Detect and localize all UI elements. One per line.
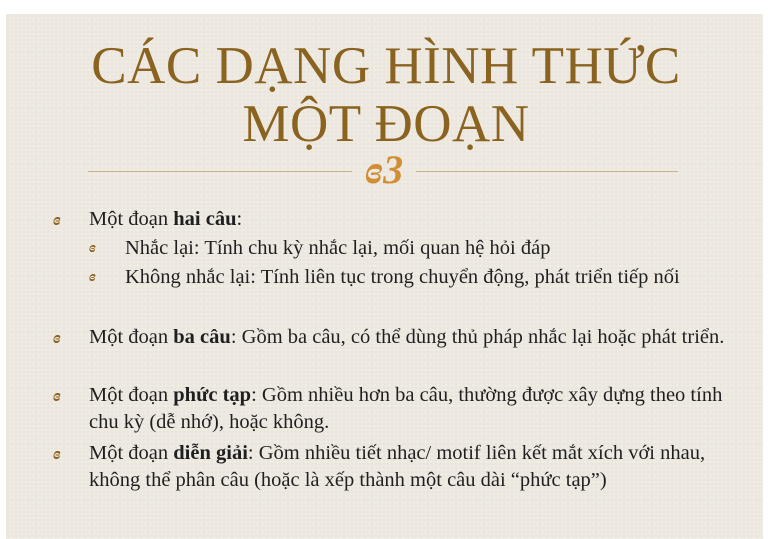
slide-title [46, 37, 726, 153]
item-text: : Gồm nhiều tiết nhạc/ motif liên kết mắt xích với nhau, không thể phân câu (hoặc là xếp thành một câu dài “phức tạp”) [89, 442, 706, 491]
item-text: : [236, 208, 243, 230]
bullet-icon: ɞ [89, 240, 96, 256]
item-text: : Gồm nhiều hơn ba câu, thường được xây dựng theo tính chu kỳ (dễ nhớ), hoặc không. [89, 384, 723, 433]
title-divider-left [88, 171, 352, 172]
item-prefix: Một đoạn [89, 326, 174, 348]
sub-list-item [6, 264, 763, 291]
bullet-icon: ɞ [53, 386, 61, 405]
item-prefix: Một đoạn [89, 384, 174, 406]
bullet-icon: ɞ [53, 210, 61, 229]
list-item [6, 440, 763, 494]
item-keyword: hai câu [173, 208, 237, 230]
sub-list-item [6, 235, 763, 262]
list-item [6, 324, 763, 351]
sub-item-text: Không nhắc lại: Tính liên tục trong chuyển động, phát triển tiếp nối [125, 266, 680, 288]
title-line-2: MỘT ĐOẠN [242, 95, 530, 153]
slide [6, 14, 763, 539]
title-divider-right [416, 171, 678, 172]
item-prefix: Một đoạn [89, 442, 174, 464]
item-text: : Gồm ba câu, có thể dùng thủ pháp nhắc lại hoặc phát triển. [230, 326, 725, 348]
title-line-1: CÁC DẠNG HÌNH THỨC [91, 37, 681, 95]
item-keyword: diễn giải [173, 442, 248, 464]
list-item [6, 382, 763, 436]
bullet-icon: ɞ [53, 444, 61, 463]
bullet-icon: ɞ [53, 328, 61, 347]
item-keyword: phức tạp [173, 384, 252, 406]
sub-item-text: Nhắc lại: Tính chu kỳ nhắc lại, mối quan hệ hỏi đáp [125, 237, 551, 259]
item-prefix: Một đoạn [89, 208, 174, 230]
ornament-icon: ɞ3 [364, 147, 404, 192]
bullet-icon: ɞ [89, 269, 96, 285]
item-keyword: ba câu [173, 326, 231, 348]
list-item [6, 206, 763, 233]
